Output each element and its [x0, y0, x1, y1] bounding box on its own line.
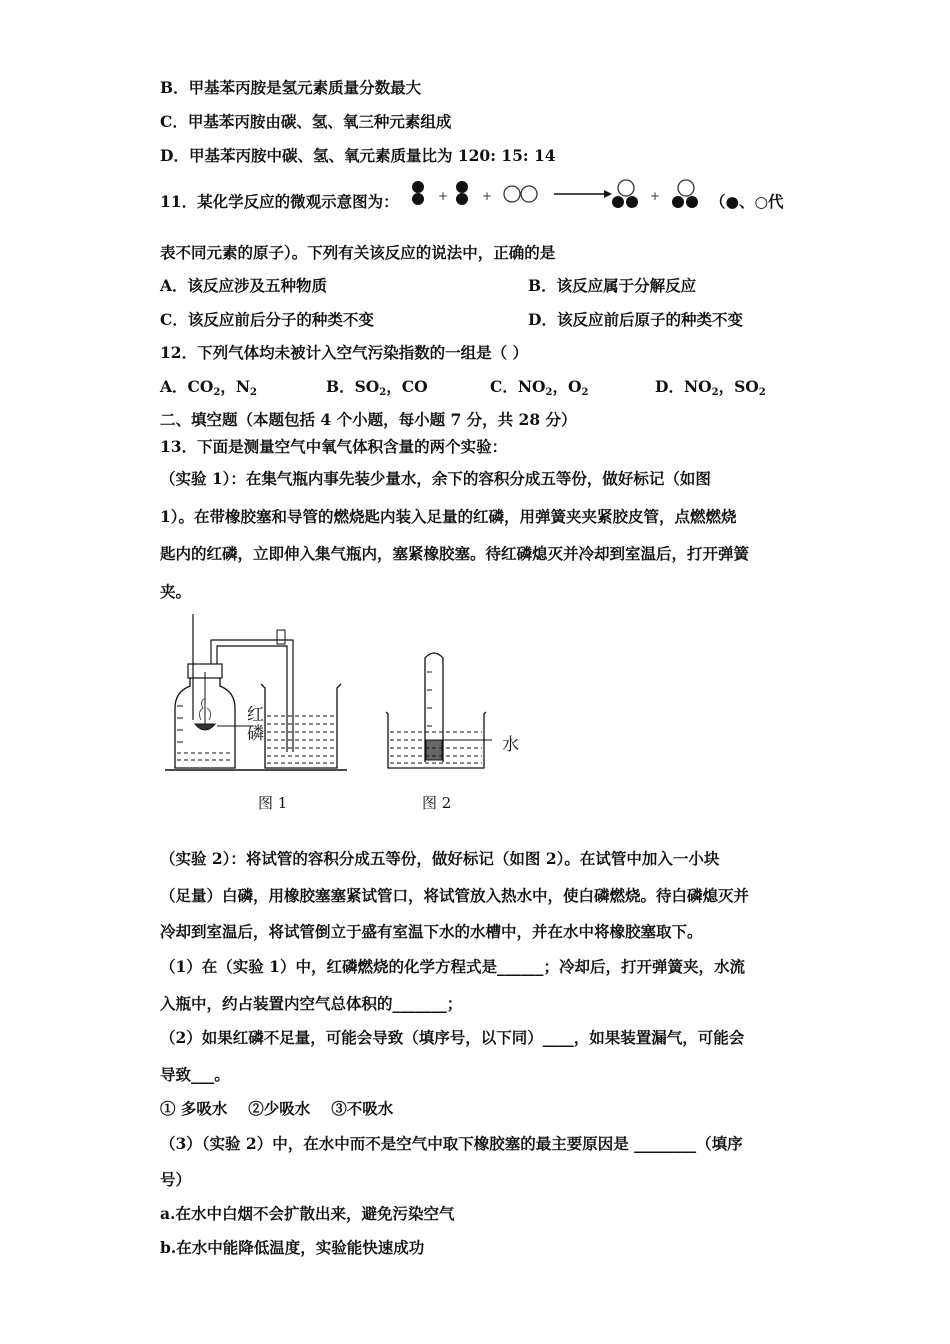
product-molecule-1: [612, 180, 638, 208]
part1-line2: 入瓶中，约占装置内空气总体积的_______；: [160, 994, 463, 1013]
part3-line1: （3）（实验 2）中，在水中而不是空气中取下橡胶塞的最主要原因是 ________（填序: [160, 1134, 743, 1153]
exp1-line2: 1）。在带橡胶塞和导管的燃烧匙内装入足量的红磷，用弹簧夹夹紧胶皮管，点燃燃烧: [160, 507, 737, 526]
q11-option-b: B．该反应属于分解反应: [528, 276, 697, 295]
exp2-line3: 冷却到室温后，将试管倒立于盛有室温下水的水槽中，并在水中将橡胶塞取下。: [160, 922, 703, 941]
q12-option-d: D．$NO_2$，$SO_2$: [655, 377, 766, 398]
q13-stem: 13．下面是测量空气中氧气体积含量的两个实验：: [160, 437, 508, 456]
figure-1-apparatus: [165, 612, 355, 774]
exp2-line1: （实验 2）：将试管的容积分成五等份，做好标记（如图 2）。在试管中加入一小块: [160, 849, 720, 868]
reaction-diagram: [408, 178, 718, 214]
exp1-line4: 夹。: [160, 582, 192, 601]
q10-option-d: D．甲基苯丙胺中碳、氢、氧元素质量比为 120: 15: 14: [160, 146, 556, 165]
q12-option-b: B．$SO_2$，CO: [326, 377, 428, 398]
exp2-line2: （足量）白磷，用橡胶塞塞紧试管口，将试管放入热水中，使白磷燃烧。待白磷熄灭并: [160, 886, 750, 905]
q11-option-c: C．该反应前后分子的种类不变: [160, 310, 374, 329]
part3-option-b: b.在水中能降低温度，实验能快速成功: [160, 1238, 425, 1257]
q10-option-b: B．甲基苯丙胺是氢元素质量分数最大: [160, 78, 422, 97]
reactant-molecule-3: [504, 186, 537, 202]
label-water: 水: [502, 735, 519, 755]
q11-option-a: A．该反应涉及五种物质: [160, 276, 328, 295]
figure-2-apparatus: [384, 648, 494, 772]
q11-stem-suffix: （●、○代: [710, 192, 784, 211]
label-red-phosphorus: 红磷: [247, 705, 264, 744]
exp1-line1: （实验 1）：在集气瓶内事先装少量水，余下的容积分成五等份，做好标记（如图: [160, 469, 711, 488]
part2-options: ① 多吸水 ②少吸水 ③不吸水: [160, 1099, 394, 1118]
figure-2-caption: 图 2: [422, 794, 452, 812]
q12-option-c: C．$NO_2$，$O_2$: [490, 377, 589, 398]
product-molecule-2: [672, 180, 698, 208]
exp1-line3: 匙内的红磷，立即伸入集气瓶内，塞紧橡胶塞。待红磷熄灭并冷却到室温后，打开弹簧: [160, 544, 750, 563]
q12-stem: 12．下列气体均未被计入空气污染指数的一组是（ ）: [160, 343, 528, 362]
reactant-molecule-1: [412, 181, 424, 205]
part2-line2: 导致___。: [160, 1065, 230, 1084]
q12-option-a: A．$CO_2$，$N_2$: [160, 377, 257, 398]
svg-text:+: +: [438, 189, 449, 203]
q10-option-c: C．甲基苯丙胺由碳、氢、氧三种元素组成: [160, 112, 452, 131]
q11-stem-prefix: 11．某化学反应的微观示意图为：: [160, 192, 399, 211]
svg-text:+: +: [650, 189, 661, 203]
figure-1-caption: 图 1: [258, 794, 288, 812]
reactant-molecule-2: [456, 181, 468, 205]
q11-option-d: D．该反应前后原子的种类不变: [528, 310, 743, 329]
part1-line1: （1）在（实验 1）中，红磷燃烧的化学方程式是______；冷却后，打开弹簧夹，水流: [160, 957, 745, 976]
section-heading: 二、填空题（本题包括 4 个小题，每小题 7 分，共 28 分）: [160, 410, 577, 429]
reaction-arrow: [554, 190, 612, 198]
q11-stem-line2: 表不同元素的原子）。下列有关该反应的说法中，正确的是: [160, 243, 556, 262]
part3-option-a: a.在水中白烟不会扩散出来，避免污染空气: [160, 1204, 455, 1223]
part3-line2: 号）: [160, 1170, 192, 1189]
svg-text:+: +: [482, 189, 493, 203]
part2-line1: （2）如果红磷不足量，可能会导致（填序号，以下同）____，如果装置漏气，可能会: [160, 1028, 745, 1047]
